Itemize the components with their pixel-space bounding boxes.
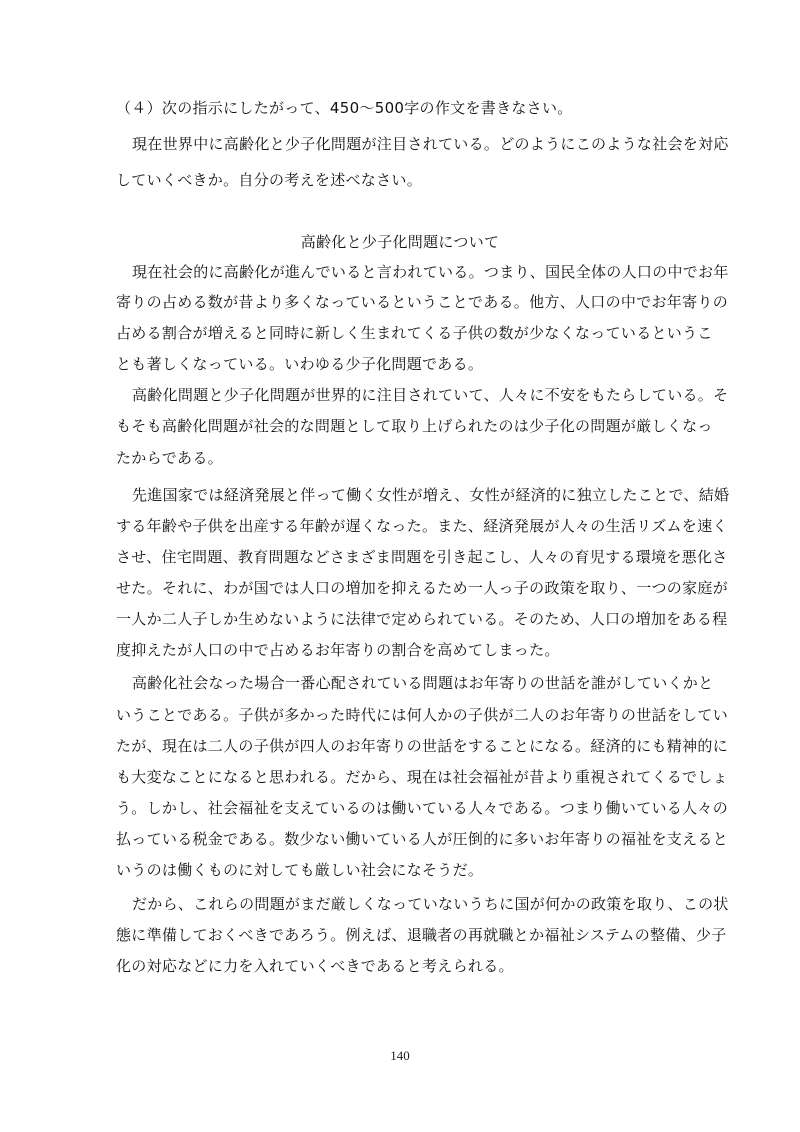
essay-line: とも著しくなっている。いわゆる少子化問題である。: [116, 355, 484, 373]
essay-title: 高齢化と少子化問題について: [300, 233, 500, 251]
question-instruction: （４）次の指示にしたがって、450～500字の作文を書きなさい。: [116, 99, 573, 117]
question-prompt-line: 現在世界中に高齢化と少子化問題が注目されている。どのようにこのような社会を対応: [132, 135, 729, 153]
essay-line: だから、これらの問題がまだ厳しくなっていないうちに国が何かの政策を取り、この状: [132, 895, 729, 913]
essay-line: 態に準備しておくべきであろう。例えば、退職者の再就職とか福祉システムの整備、少子: [116, 926, 727, 944]
page-number: 140: [390, 1048, 410, 1063]
essay-line: 化の対応などに力を入れていくべきであると考えられる。: [116, 957, 514, 975]
essay-line: たからである。: [116, 449, 223, 467]
essay-line: する年齢や子供を出産する年齢が遅くなった。また、経済発展が人々の生活リズムを速く: [116, 517, 728, 535]
question-prompt-line: していくべきか。自分の考えを述べなさい。: [116, 171, 423, 189]
essay-line: たが、現在は二人の子供が四人のお年寄りの世話をすることになる。経済的にも精神的に: [116, 737, 729, 755]
essay-line: 寄りの占める数が昔より多くなっているということである。他方、人口の中でお年寄りの: [116, 293, 729, 311]
essay-line: 占める割合が増えると同時に新しく生まれてくる子供の数が少なくなっているというこ: [116, 324, 713, 342]
essay-line: 先進国家では経済発展と伴って働く女性が増え、女性が経済的に独立したことで、結婚: [132, 486, 730, 504]
essay-line: 一人か二人子しか生めないように法律で定められている。そのため、人口の増加をある程: [116, 610, 728, 628]
essay-line: 高齢化社会なった場合一番心配されている問題はお年寄りの世話を誰がしていくかと: [132, 674, 714, 692]
essay-line: 払っている税金である。数少ない働いている人が圧倒的に多いお年寄りの福祉を支えると: [116, 830, 729, 848]
essay-line: せた。それに、わが国では人口の増加を抑えるため一人っ子の政策を取り、一つの家庭が: [116, 579, 729, 597]
essay-line: 度抑えたが人口の中で占めるお年寄りの割合を高めてしまった。: [116, 641, 560, 659]
essay-line: させ、住宅問題、教育問題などさまざま問題を引き起こし、人々の育児する環境を悪化さ: [116, 548, 728, 566]
essay-line: 現在社会的に高齢化が進んでいると言われている。つまり、国民全体の人口の中でお年: [132, 263, 729, 281]
essay-line: う。しかし、社会福祉を支えているのは働いている人々である。つまり働いている人々の: [116, 799, 729, 817]
essay-line: いうのは働くものに対しても厳しい社会になそうだ。: [116, 861, 484, 879]
essay-line: 高齢化問題と少子化問題が世界的に注目されていて、人々に不安をもたらしている。そ: [132, 386, 729, 404]
essay-line: いうことである。子供が多かった時代には何人かの子供が二人のお年寄りの世話をしてい: [116, 706, 729, 724]
essay-line: もそも高齢化問題が社会的な問題として取り上げられたのは少子化の問題が厳しくなっ: [116, 417, 713, 435]
essay-line: も大変なことになると思われる。だから、現在は社会福祉が昔より重視されてくるでしょ: [116, 768, 728, 786]
